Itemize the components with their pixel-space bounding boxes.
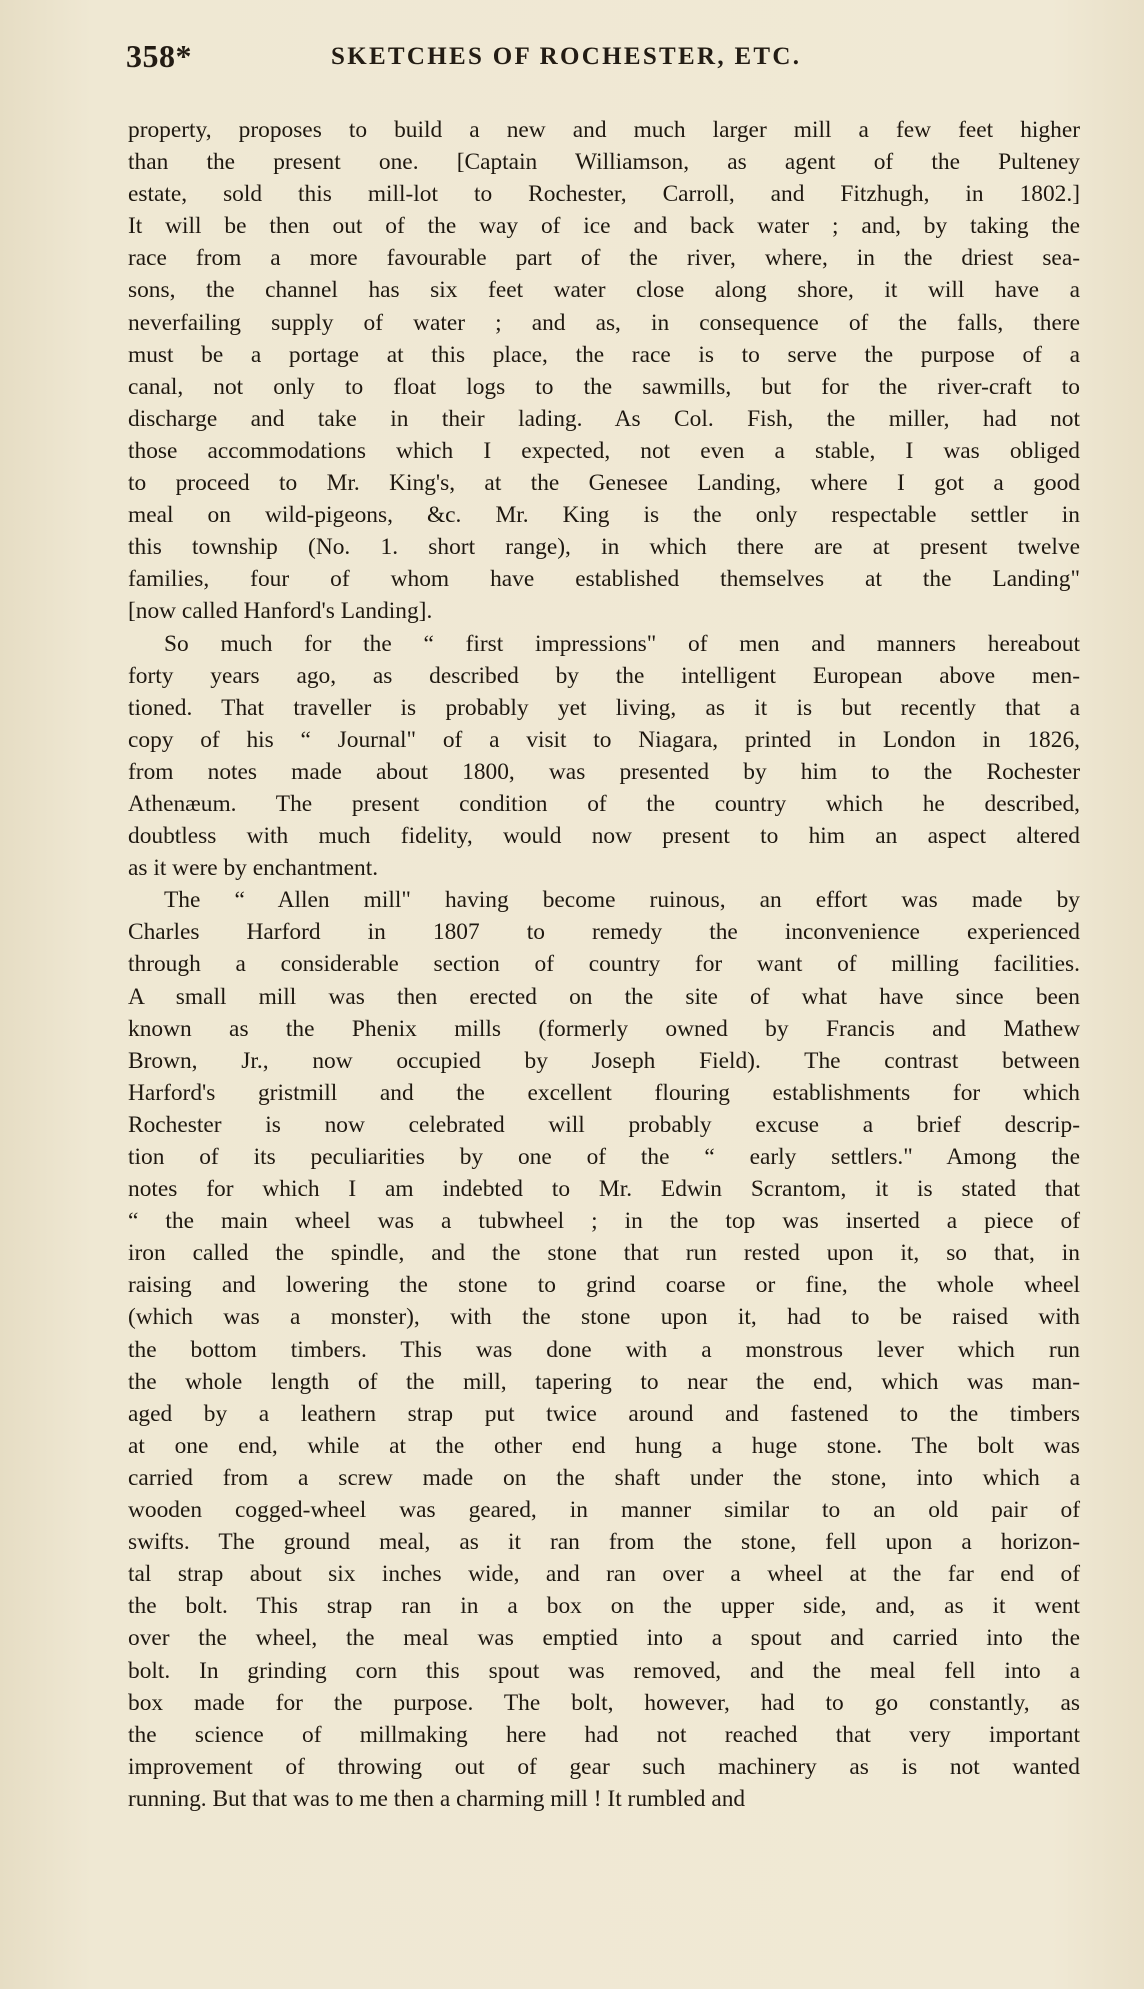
text-line: It will be then out of the way of ice and back water ; and, by taking the xyxy=(128,213,1080,240)
text-line: raising and lowering the stone to grind coarse or fine, the whole wheel xyxy=(128,1272,1080,1299)
text-line: notes for which I am indebted to Mr. Edwin Scrantom, it is stated that xyxy=(128,1176,1080,1203)
text-line: the science of millmaking here had not reached that very important xyxy=(128,1721,1080,1748)
text-line: families, four of whom have established themselves at the Landing" xyxy=(128,566,1080,593)
text-line: box made for the purpose. The bolt, however, had to go constantly, as xyxy=(128,1689,1080,1716)
text-line: estate, sold this mill-lot to Rochester, Carroll, and Fitzhugh, in 1802.] xyxy=(128,181,1080,208)
paragraph-1 xyxy=(128,114,1080,628)
text-line: carried from a screw made on the shaft under the stone, into which a xyxy=(128,1464,1080,1491)
text-line: known as the Phenix mills (formerly owned by Francis and Mathew xyxy=(128,1015,1080,1042)
text-line: Brown, Jr., now occupied by Joseph Field). The contrast between xyxy=(128,1047,1080,1074)
text-line: must be a portage at this place, the race is to serve the purpose of a xyxy=(128,341,1080,368)
text-line: race from a more favourable part of the river, where, in the driest sea- xyxy=(128,245,1080,272)
text-line: through a considerable section of country for want of milling facilities. xyxy=(128,951,1080,978)
text-line: forty years ago, as described by the intelligent European above men- xyxy=(128,662,1080,689)
text-line: over the wheel, the meal was emptied into a spout and carried into the xyxy=(128,1625,1080,1652)
body-text xyxy=(128,114,1080,1815)
text-line: those accommodations which I expected, not even a stable, I was obliged xyxy=(128,437,1080,464)
text-line: tioned. That traveller is probably yet living, as it is but recently that a xyxy=(128,694,1080,721)
text-line: bolt. In grinding corn this spout was removed, and the meal fell into a xyxy=(128,1657,1080,1684)
text-line: the whole length of the mill, tapering to near the end, which was man- xyxy=(128,1368,1080,1395)
text-line: than the present one. [Captain Williamson, as agent of the Pulteney xyxy=(128,149,1080,176)
text-line: Harford's gristmill and the excellent flouring establishments for which xyxy=(128,1079,1080,1106)
paragraph-3 xyxy=(128,884,1080,1815)
text-line: iron called the spindle, and the stone that run rested upon it, so that, in xyxy=(128,1240,1080,1267)
text-line: to proceed to Mr. King's, at the Genesee Landing, where I got a good xyxy=(128,470,1080,497)
text-line: meal on wild-pigeons, &c. Mr. King is the only respectable settler in xyxy=(128,502,1080,529)
text-line: tal strap about six inches wide, and ran over a wheel at the far end of xyxy=(128,1561,1080,1588)
page-number: 358* xyxy=(126,38,192,74)
text-line: copy of his “ Journal" of a visit to Niagara, printed in London in 1826, xyxy=(128,726,1080,753)
text-line: neverfailing supply of water ; and as, in consequence of the falls, there xyxy=(128,309,1080,336)
text-line: canal, not only to float logs to the sawmills, but for the river-craft to xyxy=(128,373,1080,400)
text-line: [now called Hanford's Landing]. xyxy=(128,598,433,625)
text-line: discharge and take in their lading. As Col. Fish, the miller, had not xyxy=(128,405,1080,432)
text-line: So much for the “ first impressions" of men and manners hereabout xyxy=(164,630,1080,657)
text-line: tion of its peculiarities by one of the “ early settlers." Among the xyxy=(128,1144,1080,1170)
text-line: the bolt. This strap ran in a box on the upper side, and, as it went xyxy=(128,1593,1080,1620)
text-line: the bottom timbers. This was done with a monstrous lever which run xyxy=(128,1336,1080,1363)
text-line: as it were by enchantment. xyxy=(128,855,379,882)
text-line: property, proposes to build a new and much larger mill a few feet higher xyxy=(128,117,1080,143)
text-line: Athenæum. The present condition of the country which he described, xyxy=(128,790,1080,817)
text-line: from notes made about 1800, was presented by him to the Rochester xyxy=(128,758,1080,785)
text-line: this township (No. 1. short range), in which there are at present twelve xyxy=(128,534,1080,561)
text-line: The “ Allen mill" having become ruinous, an effort was made by xyxy=(164,887,1080,914)
page-header xyxy=(126,38,1081,78)
text-line: Charles Harford in 1807 to remedy the inconvenience experienced xyxy=(128,919,1080,946)
text-line: (which was a monster), with the stone upon it, had to be raised with xyxy=(128,1304,1080,1331)
paragraph-2 xyxy=(128,628,1080,885)
text-line: aged by a leathern strap put twice around and fastened to the timbers xyxy=(128,1400,1080,1427)
text-line: sons, the channel has six feet water close along shore, it will have a xyxy=(128,277,1080,304)
text-line: running. But that was to me then a charming mill ! It rumbled and xyxy=(128,1785,746,1812)
text-line: at one end, while at the other end hung a huge stone. The bolt was xyxy=(128,1432,1080,1459)
text-line: doubtless with much fidelity, would now present to him an aspect altered xyxy=(128,823,1080,850)
text-line: wooden cogged-wheel was geared, in manner similar to an old pair of xyxy=(128,1497,1080,1524)
text-line: “ the main wheel was a tubwheel ; in the top was inserted a piece of xyxy=(128,1208,1080,1235)
running-head: SKETCHES OF ROCHESTER, ETC. xyxy=(331,43,802,70)
text-line: Rochester is now celebrated will probably excuse a brief descrip- xyxy=(128,1111,1080,1138)
text-line: swifts. The ground meal, as it ran from the stone, fell upon a horizon- xyxy=(128,1529,1080,1556)
text-line: improvement of throwing out of gear such machinery as is not wanted xyxy=(128,1753,1080,1780)
text-line: A small mill was then erected on the site of what have since been xyxy=(128,983,1080,1010)
